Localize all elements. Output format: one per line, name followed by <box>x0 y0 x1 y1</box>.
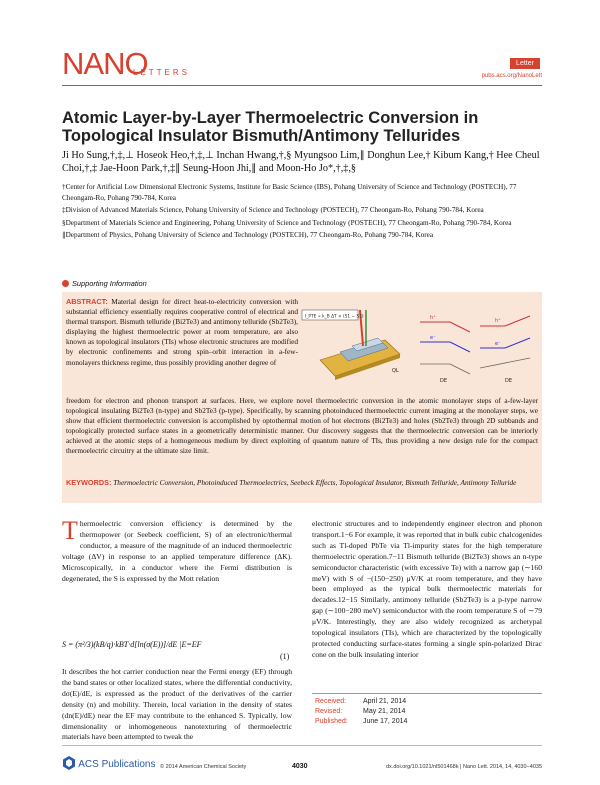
toc-label: QL <box>392 368 399 374</box>
article-type-badge: Letter <box>510 58 540 69</box>
date-label: Received: <box>315 698 347 705</box>
header-divider <box>62 85 542 86</box>
publisher-name: ACS Publications <box>78 759 156 770</box>
date-value: May 21, 2014 <box>363 708 406 715</box>
journal-logo: NANO <box>62 46 148 81</box>
copyright: © 2014 American Chemical Society <box>160 764 247 770</box>
footer-divider <box>62 745 542 746</box>
publication-dates <box>315 697 540 727</box>
drop-cap: T <box>62 516 78 545</box>
supporting-info-link[interactable] <box>62 279 147 288</box>
date-row <box>315 717 540 727</box>
date-value: June 17, 2014 <box>363 718 408 725</box>
equation-number: (1) <box>280 652 290 661</box>
affiliation-item: ‡Division of Advanced Materials Science, Pohang University of Science and Technology (POSTECH), 77 Cheongam-Ro, Pohang 790-784, Korea <box>62 206 484 215</box>
acs-hexagon-icon <box>62 756 76 770</box>
abstract-part1 <box>66 297 298 368</box>
body-right-column <box>312 519 542 661</box>
date-row <box>315 707 540 717</box>
toc-label: DE <box>440 378 448 384</box>
date-label: Published: <box>315 718 348 725</box>
toc-label: h⁺ <box>495 318 501 324</box>
date-value: April 21, 2014 <box>363 698 407 705</box>
body-left-column-top <box>62 516 292 584</box>
dates-divider <box>312 693 542 694</box>
doi-citation[interactable]: dx.doi.org/10.1021/nl501468k | Nano Lett. 2014, 14, 4030−4035 <box>385 764 542 770</box>
toc-graphic <box>300 302 538 392</box>
journal-logo-sub: LETTERS <box>133 68 191 77</box>
toc-label: e⁻ <box>430 335 436 341</box>
supporting-info-label: Supporting Information <box>72 279 147 288</box>
author-list: Ji Ho Sung,†,‡,⊥ Hoseok Heo,†,‡,⊥ Inchan Hwang,†,§ Myungsoo Lim,∥ Donghun Lee,† Kibum Kang,† Hee Cheul Choi,†,‡ Jae-Hoon Park,†,‡∥ Seung-Hoon Jhi,∥ and Moon-Ho Jo*,†,‡,§ <box>62 150 540 174</box>
body-left-column-bottom <box>62 667 292 743</box>
supporting-info-icon <box>62 280 69 287</box>
toc-label: e⁻ <box>495 341 501 347</box>
keywords-text: Thermoelectric Conversion, Photoinduced Thermoelectrics, Seebeck Effects, Topological Insulator, Bismuth Telluride, Antimony Telluride <box>113 478 517 487</box>
toc-label: DE <box>505 378 513 384</box>
date-row <box>315 697 540 707</box>
affiliation-item: †Center for Artificial Low Dimensional Electronic Systems, Institute for Basic Science (IBS), Pohang University of Science and Technology (POSTECH), 77 Cheongam-Ro, Pohang 790-784, Korea <box>62 183 517 202</box>
keywords-label: KEYWORDS: <box>66 478 112 487</box>
article-title: Atomic Layer-by-Layer Thermoelectric Conversion in Topological Insulator Bismuth/Antimony Tellurides <box>62 109 479 145</box>
affiliations <box>62 182 542 243</box>
journal-url-link[interactable]: pubs.acs.org/NanoLett <box>481 73 542 79</box>
affiliation-item: §Department of Materials Science and Engineering, Pohang University of Science and Technology (POSTECH), 77 Cheongam-Ro, Pohang 790-784, Korea <box>62 218 512 227</box>
affiliation-item: ∥Department of Physics, Pohang University of Science and Technology (POSTECH), 77 Cheongam-Ro, Pohang 790-784, Korea <box>62 231 434 240</box>
abstract-text-2: freedom for electron and phonon transport at surfaces. Here, we explore novel thermoelectric conversion in the atomic monolayer steps of a-few-layer topological insulating Bi2Te3 (n-type) and Sb2Te3 (p-type). Specifically, by scanning photoinduced thermoelectric current imaging at the monolayer steps, we show that efficient thermoelectric conversion is accomplished by optothermal motion of hot electrons (Bi2Te3) and holes (Sb2Te3) through 2D subbands and topologically protected surface states in a geometrically deterministic manner. Our discovery suggests that the thermoelectric conversion can be interiorly achieved at the atomic steps of a homogeneous medium by direct exploiting of quantum nature of TIs, thus providing a new design rule for the compact thermoelectric circuitry at the ultimate size limit. <box>66 396 538 456</box>
keywords <box>66 478 538 488</box>
body-paragraph: electronic structures and to independently engineer electron and phonon transport.1−6 For example, it was reported that in bulk cubic chalcogenides such as Tl-doped PbTe via Tl-impurity states for the high temperature thermoelectric operation.7−11 Bismuth telluride (Bi2Te3) shows an n-type semiconductor characteristic (with excessive Te) with a narrow gap (∼160 meV) with S of −(150−250) μV/K at room temperature, and they have been employed as the typical bulk thermoelectric materials for decades.12−15 Similarly, antimony telluride (Sb2Te3) is a p-type narrow gap (∼100−280 meV) semiconductor with the room temperature S of ∼79 μV/K. Interestingly, they are also widely recognized as archetypal topological insulators (TIs), which are characterized by the topologically protected conducting surface-states forming a single spin-polarized Dirac cone on the bulk insulating interior <box>312 519 542 659</box>
abstract-text-1: Material design for direct heat-to-electricity conversion with substantial efficiency essentially requires cooperative control of electrical and thermal transport. Bismuth telluride (Bi2Te3) and antimony telluride (Sb2Te3), displaying the highest thermoelectric power at room temperature, are also known as topological insulators (TIs) whose electronic structures are modified by electronic confinements and strong spin–orbit interaction in a-few-monolayers thickness regime, thus possibly providing another degree of <box>66 297 298 367</box>
body-paragraph: It describes the hot carrier conduction near the Fermi energy (EF) through the band states or other localized states, where the differential conductivity, dσ(E)/dE, is expressed as the product of the derivatives of the carrier density (n) and mobility. Therein, local variation in the density of states (dn(E)/dE) near the EF may contribute to the enhanced S. Typically, low dimensionality or inhomogeneous nanotexturing of thermoelectric materials have been attempted to tweak the <box>62 667 292 742</box>
equation-block <box>62 630 292 664</box>
device-illustration <box>302 310 400 380</box>
toc-formula: I_PTE ∝ k_B ΔT × (S1 − S2) <box>305 314 364 320</box>
abstract-label: ABSTRACT: <box>66 297 108 306</box>
page-number: 4030 <box>292 763 308 770</box>
equation: S = (π²/3)(kB/q)·kBT·d[ln(σ(E))]/dE |E=EF <box>62 640 202 649</box>
band-diagrams <box>420 316 530 374</box>
date-label: Revised: <box>315 708 343 715</box>
publisher-logo <box>62 756 156 770</box>
toc-label: h⁺ <box>430 315 436 321</box>
body-paragraph: hermoelectric conversion efficiency is determined by the thermopower (or Seebeck coefficient, S) of an electronic/thermal conductor, a measure of the magnitude of an induced thermoelectric voltage (ΔV) in response to an applied temperature difference (ΔK). Microscopically, in a conductor where the Fermi distribution is degenerated, the S is expressed by the Mott relation <box>62 519 292 583</box>
